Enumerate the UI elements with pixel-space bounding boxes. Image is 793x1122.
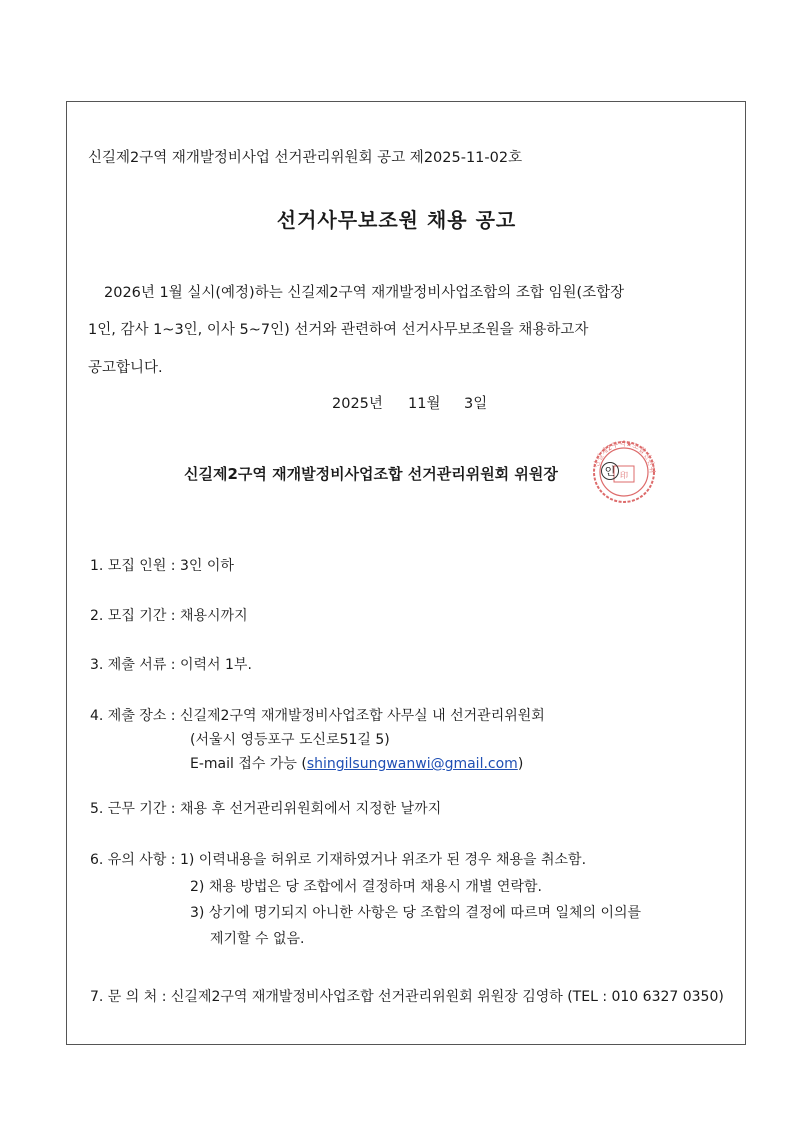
date-year: 2025년 bbox=[332, 396, 383, 412]
note-line-2: 2) 채용 방법은 당 조합에서 결정하며 채용시 개별 연락함. bbox=[190, 879, 542, 895]
email-prefix: E-mail 접수 가능 ( bbox=[190, 756, 307, 772]
email-suffix: ) bbox=[517, 756, 524, 772]
item-label: 3. 제출 서류 : bbox=[90, 657, 176, 673]
note-line-4: 제기할 수 없음. bbox=[210, 931, 305, 947]
item-label: 7. 문 의 처 : bbox=[90, 989, 167, 1005]
item-contact bbox=[90, 986, 724, 1006]
item-label: 1. 모집 인원 : bbox=[90, 558, 176, 574]
note-line-3: 3) 상기에 명기되지 아니한 사항은 당 조합의 결정에 따르며 일체의 이의를 bbox=[190, 905, 642, 921]
item-value: 신길제2구역 재개발정비사업조합 사무실 내 선거관리위원회 bbox=[179, 708, 545, 724]
item-value: 채용 후 선거관리위원회에서 지정한 날까지 bbox=[179, 801, 442, 817]
item-work-period bbox=[90, 798, 441, 818]
seal-mark: 인 bbox=[601, 462, 619, 480]
date-day: 3일 bbox=[464, 396, 488, 412]
item-value: 이력서 1부. bbox=[179, 657, 252, 673]
item-notes bbox=[90, 849, 586, 869]
body-line-1: 2026년 1월 실시(예정)하는 신길제2구역 재개발정비사업조합의 조합 임원(조합장 bbox=[104, 285, 625, 301]
note-line-1: 1) 이력내용을 허위로 기재하였거나 위조가 된 경우 채용을 취소함. bbox=[179, 852, 587, 868]
item-value: 채용시까지 bbox=[179, 608, 248, 624]
official-seal-stamp bbox=[584, 436, 664, 506]
notice-number: 신길제2구역 재개발정비사업 선거관리위원회 공고 제2025-11-02호 bbox=[88, 150, 523, 166]
item-label: 6. 유의 사항 : bbox=[90, 852, 176, 868]
svg-text:印: 印 bbox=[620, 471, 628, 480]
item-place bbox=[90, 705, 545, 725]
date-month: 11월 bbox=[408, 396, 441, 412]
item-label: 5. 근무 기간 : bbox=[90, 801, 176, 817]
item-place-address: (서울시 영등포구 도신로51길 5) bbox=[190, 732, 390, 748]
item-value: 3인 이하 bbox=[179, 558, 234, 574]
document-title: 선거사무보조원 채용 공고 bbox=[276, 208, 517, 232]
item-value: 신길제2구역 재개발정비사업조합 선거관리위원회 위원장 김영하 (TEL : 010 6327 0350) bbox=[170, 989, 724, 1005]
item-recruit-count bbox=[90, 555, 234, 575]
body-line-3: 공고합니다. bbox=[88, 360, 163, 376]
body-line-2: 1인, 감사 1~3인, 이사 5~7인) 선거와 관련하여 선거사무보조원을 채용하고자 bbox=[88, 322, 589, 338]
svg-text:신길제2구역★조합선관위: 신길제2구역★조합선관위 bbox=[592, 439, 657, 474]
item-label: 2. 모집 기간 : bbox=[90, 608, 176, 624]
item-recruit-period bbox=[90, 605, 248, 625]
issuer-name: 신길제2구역 재개발정비사업조합 선거관리위원회 위원장 bbox=[184, 465, 558, 483]
item-documents bbox=[90, 654, 252, 674]
item-place-email bbox=[190, 753, 523, 773]
email-link[interactable]: shingilsungwanwi@gmail.com bbox=[306, 756, 518, 772]
item-label: 4. 제출 장소 : bbox=[90, 708, 176, 724]
